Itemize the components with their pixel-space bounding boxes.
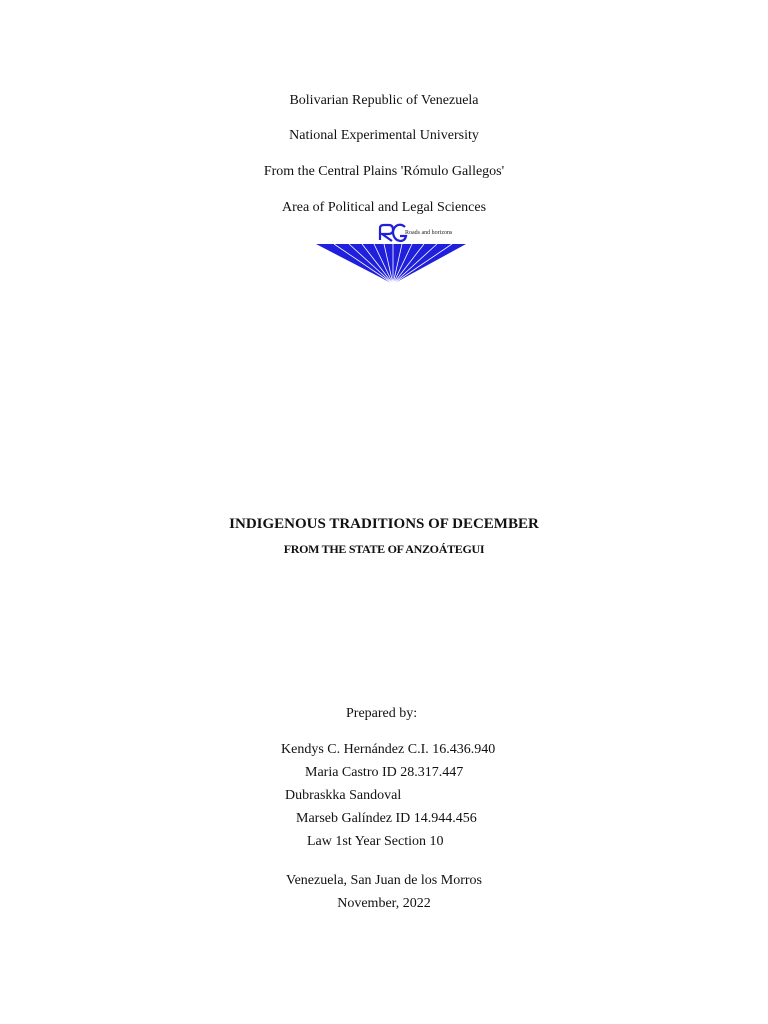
course-section: Law 1st Year Section 10	[307, 834, 444, 849]
logo-tagline: Roads and horizons	[405, 230, 453, 236]
document-subtitle: FROM THE STATE OF ANZOÁTEGUI	[283, 542, 485, 556]
date-line: November, 2022	[337, 896, 431, 911]
university-location-heading: From the Central Plains 'Rómulo Gallegos'	[263, 164, 505, 179]
prepared-by-label: Prepared by:	[346, 706, 418, 721]
university-heading: National Experimental University	[289, 128, 479, 143]
logo-monogram-icon	[380, 225, 406, 241]
university-logo	[314, 222, 470, 288]
document-title: INDIGENOUS TRADITIONS OF DECEMBER	[229, 516, 539, 532]
area-heading: Area of Political and Legal Sciences	[281, 200, 487, 215]
author-line: Dubraskka Sandoval	[285, 788, 402, 803]
author-line: Kendys C. Hernández C.I. 16.436.940	[281, 742, 496, 757]
author-line: Marseb Galíndez ID 14.944.456	[296, 811, 477, 826]
country-heading: Bolivarian Republic of Venezuela	[289, 93, 479, 108]
author-line: Maria Castro ID 28.317.447	[305, 765, 464, 780]
place-line: Venezuela, San Juan de los Morros	[286, 873, 482, 888]
